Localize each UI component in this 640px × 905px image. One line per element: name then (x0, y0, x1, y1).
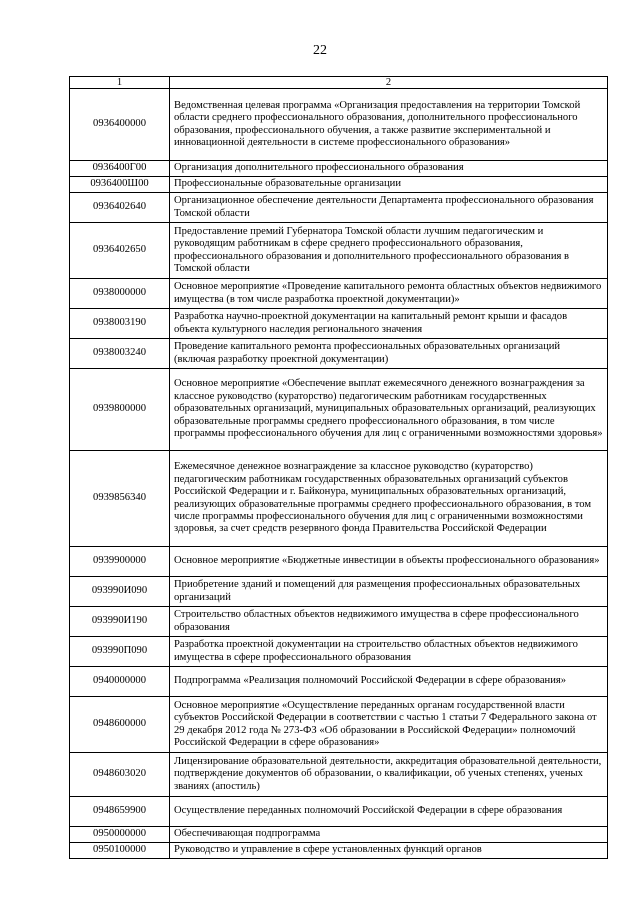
row-description: Ведомственная целевая программа «Организация предоставления на территории Томской области среднего профессионального образования, дополнительного профессионального образования, профессионального обучения, а также развитие экспериментальной и инновационной деятельности в системе профессионального образования» (170, 89, 608, 161)
row-description: Подпрограмма «Реализация полномочий Российской Федерации в сфере образования» (170, 667, 608, 697)
row-description: Разработка научно-проектной документации на капитальный ремонт крыши и фасадов объекта культурного наследия регионального значения (170, 309, 608, 339)
row-code: 0948603020 (70, 753, 170, 797)
row-code: 0950100000 (70, 843, 170, 859)
row-description: Приобретение зданий и помещений для размещения профессиональных образовательных организаций (170, 577, 608, 607)
row-code: 0939800000 (70, 369, 170, 451)
row-code: 093990И090 (70, 577, 170, 607)
row-description: Строительство областных объектов недвижимого имущества в сфере профессионального образования (170, 607, 608, 637)
column-header-2: 2 (170, 77, 608, 89)
page-number: 22 (313, 43, 327, 58)
row-description: Руководство и управление в сфере установленных функций органов (170, 843, 608, 859)
table-row (70, 451, 608, 547)
table-header-row (70, 77, 608, 89)
row-code: 0938003240 (70, 339, 170, 369)
table-row (70, 89, 608, 161)
row-code: 0936400Ш00 (70, 177, 170, 193)
row-code: 0939856340 (70, 451, 170, 547)
row-description: Основное мероприятие «Бюджетные инвестиции в объекты профессионального образования» (170, 547, 608, 577)
table-row (70, 697, 608, 753)
row-code: 093990И190 (70, 607, 170, 637)
row-description: Разработка проектной документации на строительство областных объектов недвижимого имущества в сфере профессионального образования (170, 637, 608, 667)
row-description: Осуществление переданных полномочий Российской Федерации в сфере образования (170, 797, 608, 827)
table-row (70, 547, 608, 577)
row-code: 0939900000 (70, 547, 170, 577)
row-description: Основное мероприятие «Проведение капитального ремонта областных объектов недвижимого имущества (в том числе разработка проектной документации)» (170, 279, 608, 309)
table-row (70, 667, 608, 697)
table-row (70, 369, 608, 451)
row-code: 0940000000 (70, 667, 170, 697)
row-description: Основное мероприятие «Осуществление переданных органам государственной власти субъектов Российской Федерации в соответствии с частью 1 статьи 7 Федерального закона от 29 декабря 2012 года № 273-ФЗ «Об образовании в Российской Федерации» полномочий Российской Федерации в сфере образования» (170, 697, 608, 753)
table-row (70, 223, 608, 279)
table-row (70, 797, 608, 827)
row-code: 0936400Г00 (70, 161, 170, 177)
row-code: 0938003190 (70, 309, 170, 339)
row-code: 0948659900 (70, 797, 170, 827)
row-description: Организационное обеспечение деятельности Департамента профессионального образования Томской области (170, 193, 608, 223)
table-row (70, 193, 608, 223)
budget-classification-table (69, 76, 608, 859)
table-row (70, 339, 608, 369)
table-row (70, 177, 608, 193)
row-description: Лицензирование образовательной деятельности, аккредитация образовательной деятельности, подтверждение документов об образовании, о квалификации, об ученых степенях, ученых званиях (апостиль) (170, 753, 608, 797)
row-code: 093990П090 (70, 637, 170, 667)
row-code: 0950000000 (70, 827, 170, 843)
table-row (70, 607, 608, 637)
column-header-1: 1 (70, 77, 170, 89)
table-row (70, 279, 608, 309)
table-row (70, 637, 608, 667)
table-row (70, 843, 608, 859)
row-description: Профессиональные образовательные организации (170, 177, 608, 193)
row-description: Ежемесячное денежное вознаграждение за классное руководство (кураторство) педагогическим работникам государственных образовательных организаций субъектов Российской Федерации и г. Байконура, муниципальных образовательных организаций, реализующих образовательные программы среднего профессионального образования, в том числе программы профессионального обучения для лиц с ограниченными возможностями здоровья, за счет средств резервного фонда Правительства Российской Федерации (170, 451, 608, 547)
row-description: Организация дополнительного профессионального образования (170, 161, 608, 177)
table-row (70, 753, 608, 797)
row-description: Предоставление премий Губернатора Томской области лучшим педагогическим и руководящим работникам в сфере среднего профессионального образования, профессионального образования и дополнительного профессионального образования в Томской области (170, 223, 608, 279)
row-code: 0948600000 (70, 697, 170, 753)
table-row (70, 827, 608, 843)
row-code: 0938000000 (70, 279, 170, 309)
row-description: Обеспечивающая подпрограмма (170, 827, 608, 843)
table-row (70, 161, 608, 177)
table-row (70, 577, 608, 607)
row-code: 0936400000 (70, 89, 170, 161)
row-description: Проведение капитального ремонта профессиональных образовательных организаций (включая разработку проектной документации) (170, 339, 608, 369)
table-row (70, 309, 608, 339)
row-code: 0936402650 (70, 223, 170, 279)
row-description: Основное мероприятие «Обеспечение выплат ежемесячного денежного вознаграждения за классное руководство (кураторство) педагогическим работникам государственных образовательных организаций, муниципальных образовательных организаций, реализующих образовательные программы среднего профессионального образования, в том числе программы профессионального обучения для лиц с ограниченными возможностями здоровья» (170, 369, 608, 451)
row-code: 0936402640 (70, 193, 170, 223)
